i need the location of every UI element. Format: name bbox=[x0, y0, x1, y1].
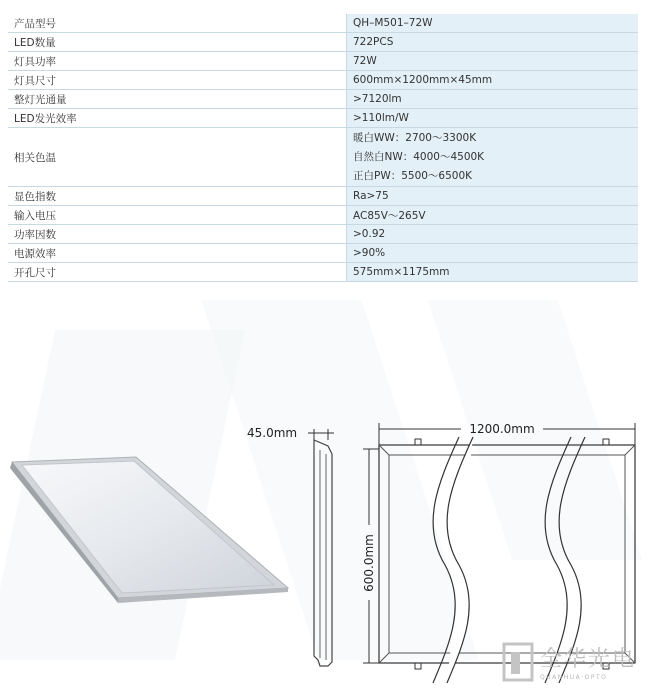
spec-table bbox=[8, 14, 638, 282]
spec-row bbox=[8, 225, 638, 244]
spec-value: 600mm×1200mm×45mm bbox=[347, 71, 639, 90]
spec-row bbox=[8, 109, 638, 128]
spec-label: 电源效率 bbox=[8, 244, 347, 263]
spec-label: 开孔尺寸 bbox=[8, 263, 347, 282]
spec-label: 产品型号 bbox=[8, 14, 347, 33]
width-dimension-label: 1200.0mm bbox=[469, 422, 535, 436]
brand-logo bbox=[498, 640, 648, 686]
spec-value: >7120lm bbox=[347, 90, 639, 109]
spec-row bbox=[8, 14, 638, 33]
spec-row bbox=[8, 263, 638, 282]
spec-value: 575mm×1175mm bbox=[347, 263, 639, 282]
spec-value: Ra>75 bbox=[347, 187, 639, 206]
frame-corner bbox=[379, 653, 389, 663]
spec-value: 72W bbox=[347, 52, 639, 71]
spec-label: LED数量 bbox=[8, 33, 347, 52]
spec-label: LED发光效率 bbox=[8, 109, 347, 128]
spec-value: 722PCS bbox=[347, 33, 639, 52]
spec-row bbox=[8, 33, 638, 52]
mounting-tab bbox=[415, 663, 421, 669]
spec-row bbox=[8, 244, 638, 263]
frame-corner bbox=[625, 445, 635, 455]
spec-row bbox=[8, 206, 638, 225]
break-line bbox=[447, 437, 473, 683]
logo-chinese-text: 全华光电 bbox=[540, 647, 637, 672]
logo-english-text: QUANHUA·OPTO bbox=[540, 674, 608, 681]
spec-row bbox=[8, 128, 638, 187]
spec-label: 整灯光通量 bbox=[8, 90, 347, 109]
spec-value: QH–M501–72W bbox=[347, 14, 639, 33]
spec-value: >0.92 bbox=[347, 225, 639, 244]
frame-outer bbox=[379, 445, 635, 663]
side-profile-drawing bbox=[240, 420, 350, 670]
spec-label: 输入电压 bbox=[8, 206, 347, 225]
spec-row bbox=[8, 52, 638, 71]
profile-outline bbox=[314, 440, 332, 666]
spec-value: AC85V～265V bbox=[347, 206, 639, 225]
spec-label: 灯具尺寸 bbox=[8, 71, 347, 90]
logo-mark-icon bbox=[502, 642, 534, 682]
color-temp-nw: 自然白NW：4000～4500K bbox=[353, 150, 485, 163]
spec-value: >110lm/W bbox=[347, 109, 639, 128]
spec-row bbox=[8, 187, 638, 206]
spec-row bbox=[8, 71, 638, 90]
color-temp-ww: 暖白WW：2700～3300K bbox=[353, 131, 477, 144]
spec-label: 相关色温 bbox=[8, 128, 347, 187]
spec-value: >90% bbox=[347, 244, 639, 263]
spec-label: 功率因数 bbox=[8, 225, 347, 244]
mounting-tab bbox=[415, 439, 421, 445]
frame-corner bbox=[379, 445, 389, 455]
mounting-tab bbox=[603, 439, 609, 445]
height-dimension-label: 600.0mm bbox=[362, 534, 376, 592]
spec-label: 显色指数 bbox=[8, 187, 347, 206]
spec-value bbox=[347, 128, 639, 187]
spec-label: 灯具功率 bbox=[8, 52, 347, 71]
color-temp-pw: 正白PW：5500～6500K bbox=[353, 169, 473, 182]
spec-row bbox=[8, 90, 638, 109]
frame-inner bbox=[389, 455, 625, 653]
thickness-dimension-label: 45.0mm bbox=[247, 426, 298, 440]
